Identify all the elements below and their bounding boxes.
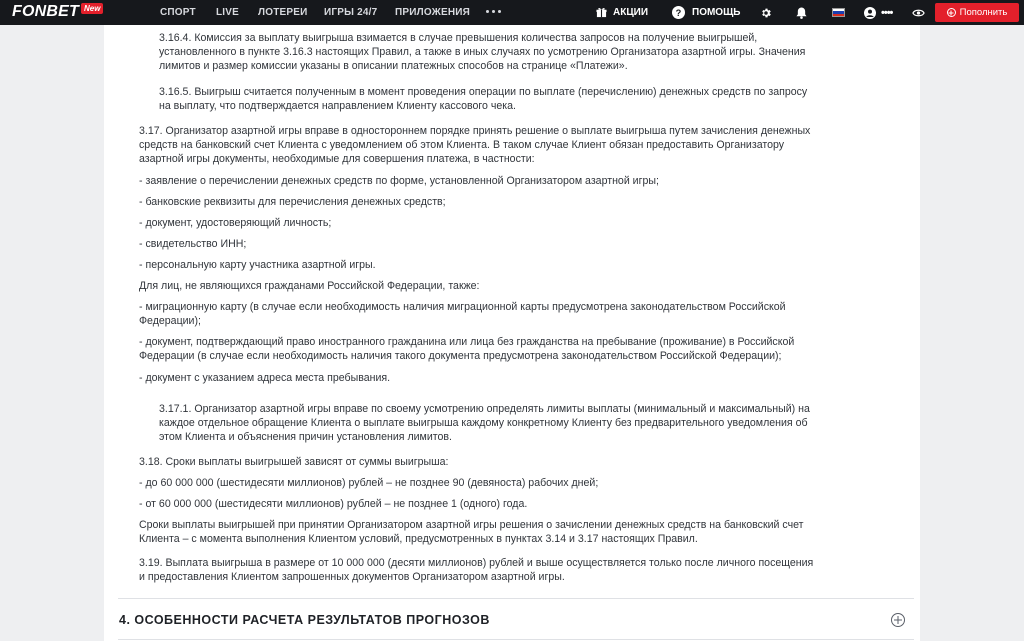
bell-icon: [796, 7, 807, 19]
section-divider-bottom: [118, 639, 914, 640]
payout-note-line-1: Сроки выплаты выигрышей при принятии Организатором азартной игры решения о зачислении денежных средств на банковский счет: [139, 519, 804, 531]
list-item-bank-details: - банковские реквизиты для перечисления денежных средств;: [139, 196, 446, 208]
list-item-identity-document: - документ, удостоверяющий личность;: [139, 217, 332, 229]
more-menu-icon[interactable]: [486, 10, 501, 13]
paragraph-3-16-5-line-1: 3.16.5. Выигрыш считается полученным в момент проведения операции по выплате (перечислению) денежных средств по запросу: [159, 86, 808, 98]
payout-term-under-60m: - до 60 000 000 (шестидесяти миллионов) рублей – не позднее 90 (девяноста) рабочих дней;: [139, 477, 599, 489]
deposit-label: Пополнить: [959, 7, 1008, 18]
paragraph-3-17-1-line-2: каждое отдельное обращение Клиента о выплате выигрыша каждому конкретному Клиенту без предварительного уведомления об: [159, 417, 808, 429]
promotions-link[interactable]: [596, 0, 648, 25]
gear-icon: [760, 7, 772, 19]
svg-text:?: ?: [675, 7, 682, 18]
notifications-button[interactable]: [796, 0, 807, 25]
plus-circle-icon: [947, 8, 956, 17]
paragraph-3-17-1-line-1: 3.17.1. Организатор азартной игры вправе по своему усмотрению определять лимиты выплаты (минимальный и максимальный) на: [159, 403, 810, 415]
russia-flag-icon: [832, 8, 845, 17]
list-item-address-document: - документ с указанием адреса места пребывания.: [139, 372, 391, 384]
payout-note-line-2: Клиента – с момента выполнения Клиентом условий, предусмотренных в пунктах 3.14 и 3.17 настоящих Правил.: [139, 533, 698, 545]
top-navigation-bar: [0, 0, 1024, 25]
section-4-title[interactable]: 4. ОСОБЕННОСТИ РАСЧЕТА РЕЗУЛЬТАТОВ ПРОГНОЗОВ: [119, 613, 490, 627]
balance-masked: ••••: [881, 6, 893, 19]
help-icon: [672, 6, 685, 19]
deposit-button[interactable]: [935, 3, 1019, 22]
nav-item-live[interactable]: LIVE: [216, 7, 240, 18]
toggle-balance-visibility[interactable]: [912, 0, 925, 25]
rules-content-panel: [104, 25, 920, 641]
paragraph-3-16-4-line-3: лимитов и размер комиссии указаны в описании платежных способов на странице «Платежи».: [159, 60, 628, 72]
nav-item-games[interactable]: ИГРЫ 24/7: [324, 7, 378, 18]
language-selector[interactable]: [832, 0, 845, 25]
paragraph-3-19-line-2: и предоставления Клиентом запрошенных документов Организатором азартной игры.: [139, 571, 565, 583]
paragraph-3-18: 3.18. Сроки выплаты выигрышей зависят от суммы выигрыша:: [139, 456, 449, 468]
user-icon: [864, 7, 876, 19]
paragraph-3-17-line-2: средств на банковский счет Клиента с уведомлением об этом Клиента. В таком случае Клиент обязан предоставить Организатору: [139, 139, 785, 151]
paragraph-3-17-line-1: 3.17. Организатор азартной игры вправе в одностороннем порядке принять решение о выплате выигрыша путем зачисления денежных: [139, 125, 811, 137]
nav-item-apps[interactable]: ПРИЛОЖЕНИЯ: [395, 7, 471, 18]
list-item-residence-permit-line-1: - документ, подтверждающий право иностранного гражданина или лица без гражданства на пребывание (проживание) в Российской: [139, 336, 795, 348]
logo-text: FONBET: [12, 3, 79, 20]
paragraph-3-16-5-line-2: на выплату, что подтверждается направлением Клиенту кассового чека.: [159, 100, 516, 112]
foreigners-intro: Для лиц, не являющихся гражданами Российской Федерации, также:: [139, 280, 480, 292]
account-menu[interactable]: [864, 0, 892, 25]
list-item-application: - заявление о перечислении денежных средств по форме, установленной Организатором азартной игры;: [139, 175, 659, 187]
list-item-migration-card-line-1: - миграционную карту (в случае если необходимость наличия миграционной карты предусмотрена законодательством Российской: [139, 301, 786, 313]
new-badge: New: [81, 3, 103, 14]
paragraph-3-17-line-3: азартной игры документы, необходимые для совершения платежа, в частности:: [139, 153, 535, 165]
paragraph-3-16-4-line-2: установленного в пункте 3.16.3 настоящих Правил, а также в иных случаях по усмотрению Организатора азартной игры. Значения: [159, 46, 806, 58]
help-label: ПОМОЩЬ: [692, 7, 741, 18]
list-item-residence-permit-line-2: Федерации (в случае если необходимость наличия такого документа предусмотрена законодательством Российской Федерации);: [139, 350, 782, 362]
paragraph-3-19-line-1: 3.19. Выплата выигрыша в размере от 10 000 000 (десяти миллионов) рублей и выше осуществляется только после личного посещения: [139, 557, 814, 569]
paragraph-3-17-1-line-3: этом Клиента и объяснения причин установления лимитов.: [159, 431, 452, 443]
settings-button[interactable]: [760, 0, 772, 25]
help-link[interactable]: [672, 0, 740, 25]
list-item-inn-certificate: - свидетельство ИНН;: [139, 238, 247, 250]
eye-icon: [912, 8, 925, 18]
payout-term-over-60m: - от 60 000 000 (шестидесяти миллионов) рублей – не позднее 1 (одного) года.: [139, 498, 528, 510]
expand-plus-icon[interactable]: [891, 613, 905, 627]
nav-item-lotteries[interactable]: ЛОТЕРЕИ: [258, 7, 308, 18]
fonbet-logo[interactable]: [12, 2, 103, 22]
nav-item-sport[interactable]: СПОРТ: [160, 7, 196, 18]
promotions-label: АКЦИИ: [613, 7, 649, 18]
gift-icon: [596, 7, 607, 18]
paragraph-3-16-4-line-1: 3.16.4. Комиссия за выплату выигрыша взимается в случае превышения количества запросов на получение выигрышей,: [159, 32, 758, 44]
list-item-participant-card: - персональную карту участника азартной игры.: [139, 259, 376, 271]
list-item-migration-card-line-2: Федерации);: [139, 315, 201, 327]
section-divider: [118, 598, 914, 599]
